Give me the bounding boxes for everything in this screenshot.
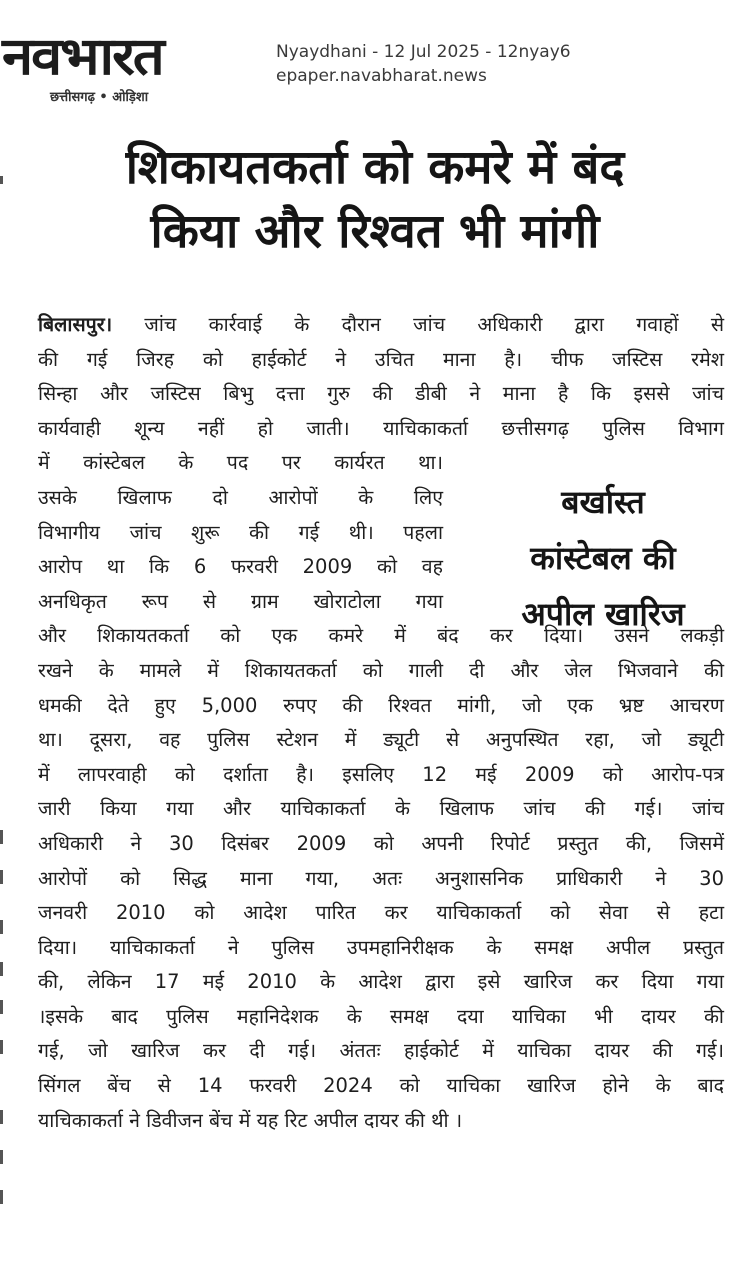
adjacent-column-fragment xyxy=(0,176,3,184)
subhead-line-2: कांस्टेबल की xyxy=(530,539,676,577)
article-line-text: जांच कार्रवाई के दौरान जांच अधिकारी द्वारा गवाहों से xyxy=(112,313,724,336)
adjacent-column-fragment xyxy=(0,1190,3,1204)
article-line: में लापरवाही को दर्शाता है। इसलिए 12 मई 2009 को आरोप-पत्र xyxy=(38,762,724,786)
adjacent-column-fragment xyxy=(0,1000,3,1014)
article-line: अधिकारी ने 30 दिसंबर 2009 को अपनी रिपोर्ट प्रस्तुत की, जिसमें xyxy=(38,831,724,855)
article-line: सिन्हा और जस्टिस बिभु दत्ता गुरु की डीबी ने माना है कि इससे जांच xyxy=(38,382,724,406)
adjacent-column-fragment xyxy=(0,1110,3,1124)
article-line: दिया। याचिकाकर्ता ने पुलिस उपमहानिरीक्षक के समक्ष अपील प्रस्तुत xyxy=(38,935,724,959)
adjacent-column-fragment xyxy=(0,962,3,976)
article-line: उसके खिलाफ दो आरोपों के लिए xyxy=(38,485,443,509)
article-line: रखने के मामले में शिकायतकर्ता को गाली दी और जेल भिजवाने की xyxy=(38,658,724,682)
article-line: धमकी देते हुए 5,000 रुपए की रिश्वत मांगी, जो एक भ्रष्ट आचरण xyxy=(38,693,724,717)
article-line: आरोप था कि 6 फरवरी 2009 को वह xyxy=(38,555,443,579)
article-line: जारी किया गया और याचिकाकर्ता के खिलाफ जांच की गई। जांच xyxy=(38,797,724,821)
masthead xyxy=(0,0,741,112)
article-line: कार्यवाही शून्य नहीं हो जाती। याचिकाकर्ता छत्तीसगढ़ पुलिस विभाग xyxy=(38,416,724,440)
adjacent-column-fragment xyxy=(0,1150,3,1164)
adjacent-column-fragment xyxy=(0,1040,3,1054)
edition-line: Nyaydhani - 12 Jul 2025 - 12nyay6 xyxy=(276,42,571,62)
article-line: याचिकाकर्ता ने डिवीजन बेंच में यह रिट अपील दायर की थी । xyxy=(38,1108,463,1132)
logo-wordmark: नवभारत xyxy=(2,27,163,87)
article-line: की, लेकिन 17 मई 2010 के आदेश द्वारा इसे खारिज कर दिया गया xyxy=(38,970,724,994)
headline-line-2: किया और रिश्वत भी मांगी xyxy=(150,204,600,259)
article-line: में कांस्टेबल के पद पर कार्यरत था। xyxy=(38,451,443,475)
article-line: और शिकायतकर्ता को एक कमरे में बंद कर दिया। उसने लकड़ी xyxy=(38,624,724,648)
subhead-line-3: अपील खारिज xyxy=(521,595,685,633)
epaper-site: epaper.navabharat.news xyxy=(276,66,487,86)
headline-line-1: शिकायतकर्ता को कमरे में बंद xyxy=(125,140,625,195)
adjacent-column-fragment xyxy=(0,870,3,884)
article-headline xyxy=(20,136,730,264)
article-line xyxy=(38,308,724,343)
article-line: विभागीय जांच शुरू की गई थी। पहला xyxy=(38,520,443,544)
logo-region-tagline: छत्तीसगढ़ • ओड़िशा xyxy=(50,90,149,105)
article-line: की गई जिरह को हाईकोर्ट ने उचित माना है। चीफ जस्टिस रमेश xyxy=(38,347,724,371)
article-line: जनवरी 2010 को आदेश पारित कर याचिकाकर्ता को सेवा से हटा xyxy=(38,901,724,925)
newspaper-logo xyxy=(2,28,252,108)
adjacent-column-fragment xyxy=(0,830,3,844)
article-line: ।इसके बाद पुलिस महानिदेशक के समक्ष दया याचिका भी दायर की xyxy=(38,1004,724,1028)
article-line: गई, जो खारिज कर दी गई। अंततः हाईकोर्ट में याचिका दायर की गई। xyxy=(38,1039,724,1063)
article-line: अनधिकृत रूप से ग्राम खोराटोला गया xyxy=(38,589,443,613)
edition-meta xyxy=(276,40,571,88)
article-line: था। दूसरा, वह पुलिस स्टेशन में ड्यूटी से अनुपस्थित रहा, जो ड्यूटी xyxy=(38,728,724,752)
adjacent-column-fragment xyxy=(0,920,3,934)
article-line: सिंगल बेंच से 14 फरवरी 2024 को याचिका खारिज होने के बाद xyxy=(38,1074,724,1098)
article-body xyxy=(38,308,724,1138)
article-line: आरोपों को सिद्ध माना गया, अतः अनुशासनिक प्राधिकारी ने 30 xyxy=(38,866,724,890)
subhead-line-1: बर्खास्त xyxy=(561,483,645,521)
dateline: बिलासपुर। xyxy=(38,313,113,336)
